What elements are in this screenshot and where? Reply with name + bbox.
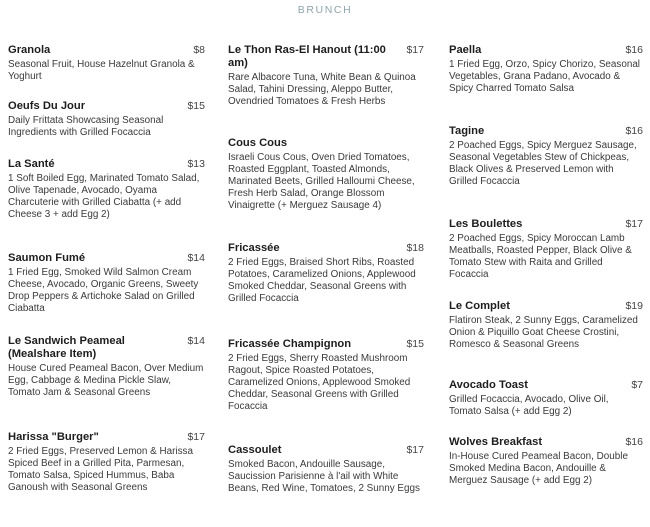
item-name: Le Complet bbox=[449, 300, 510, 312]
item-name: La Santé bbox=[8, 158, 55, 170]
item-price: $17 bbox=[187, 431, 205, 443]
item-price: $17 bbox=[406, 44, 424, 56]
section-title: BRUNCH bbox=[297, 4, 353, 16]
menu-item-cassoulet bbox=[228, 444, 424, 495]
item-description: 1 Fried Egg, Smoked Wild Salmon Cream Cheese, Avocado, Organic Greens, Sweety Drop Peppers & Artichoke Salad on Grilled Ciabatta bbox=[8, 267, 199, 314]
item-name: Paella bbox=[449, 44, 482, 56]
menu-item-wolves-breakfast bbox=[449, 436, 643, 487]
menu-item-paella bbox=[449, 44, 643, 125]
menu-item-avocado-toast bbox=[449, 379, 643, 436]
menu-item-les-boulettes bbox=[449, 218, 643, 300]
item-description: 2 Fried Eggs, Braised Short Ribs, Roasted Potatoes, Caramelized Onions, Applewood Smoked Cheddar, Seasonal Greens with Grilled Focaccia bbox=[228, 257, 416, 304]
menu-column-2 bbox=[228, 44, 424, 495]
menu-item-le-thon-ras-el-hanout bbox=[228, 44, 424, 137]
item-price: $15 bbox=[406, 338, 424, 350]
menu-item-harissa-burger bbox=[8, 431, 205, 494]
menu-item-la-sante bbox=[8, 158, 205, 252]
item-description: Flatiron Steak, 2 Sunny Eggs, Caramelized Onion & Piquillo Goat Cheese Crostini, Romesco & Seasonal Greens bbox=[449, 315, 638, 350]
item-name: Oeufs Du Jour bbox=[8, 100, 86, 112]
item-price: $16 bbox=[625, 436, 643, 448]
item-description: 2 Poached Eggs, Spicy Merguez Sausage, Seasonal Vegetables Stew of Chickpeas, Black Olives & Preserved Lemon with Grilled Focaccia bbox=[449, 140, 637, 187]
item-price: $17 bbox=[625, 218, 643, 230]
item-description: 1 Soft Boiled Egg, Marinated Tomato Salad, Olive Tapenade, Avocado, Oyama Charcuterie with Grilled Ciabatta (+ add Cheese 3 + add Egg 2) bbox=[8, 173, 200, 220]
item-price: $17 bbox=[406, 444, 424, 456]
menu-item-fricassee-champignon bbox=[228, 338, 424, 444]
menu-item-le-sandwich-peameal bbox=[8, 335, 205, 431]
item-name: Saumon Fumé bbox=[8, 252, 86, 264]
menu-column-1 bbox=[8, 44, 205, 494]
menu-item-fricassee bbox=[228, 242, 424, 338]
item-description: In-House Cured Peameal Bacon, Double Smoked Medina Bacon, Andouille & Merguez Sausage (+ add Egg 2) bbox=[449, 451, 628, 486]
item-name: Granola bbox=[8, 44, 51, 56]
item-price: $7 bbox=[631, 379, 643, 391]
item-description: 1 Fried Egg, Orzo, Spicy Chorizo, Seasonal Vegetables, Grana Padano, Avocado & Spicy Charred Tomato Salsa bbox=[449, 59, 641, 94]
item-price: $13 bbox=[187, 158, 205, 170]
item-description: Seasonal Fruit, House Hazelnut Granola & Yoghurt bbox=[8, 59, 195, 82]
item-name: Cous Cous bbox=[228, 137, 288, 149]
item-description: 2 Poached Eggs, Spicy Moroccan Lamb Meatballs, Roasted Pepper, Black Olive & Tomato Stew with Raita and Grilled Focaccia bbox=[449, 233, 632, 280]
item-description: Rare Albacore Tuna, White Bean & Quinoa Salad, Tahini Dressing, Aleppo Butter, Ovendried Tomatoes & Fresh Herbs bbox=[228, 72, 416, 107]
menu-item-cous-cous bbox=[228, 137, 424, 242]
item-price: $16 bbox=[625, 125, 643, 137]
item-description: 2 Fried Eggs, Preserved Lemon & Harissa Spiced Beef in a Grilled Pita, Parmesan, Tomato Salsa, Spiced Hummus, Baba Ganoush with Seasonal Greens bbox=[8, 446, 193, 493]
menu-item-le-complet bbox=[449, 300, 643, 379]
item-price: $14 bbox=[187, 252, 205, 264]
item-name: Le Thon Ras-El Hanout (11:00 am) bbox=[228, 44, 386, 69]
item-price: $14 bbox=[187, 335, 205, 347]
item-description: Israeli Cous Cous, Oven Dried Tomatoes, Roasted Eggplant, Toasted Almonds, Marinated Beets, Grilled Halloumi Cheese, Fresh Herb Salad, Orange Blossom Vinaigrette (+ Merguez Sausage 4) bbox=[228, 152, 415, 211]
item-name: Fricassée Champignon bbox=[228, 338, 352, 350]
item-price: $8 bbox=[193, 44, 205, 56]
menu-item-saumon-fume bbox=[8, 252, 205, 335]
item-description: Smoked Bacon, Andouille Sausage, Saucission Parisienne à l'ail with White Beans, Red Wine, Tomatoes, 2 Sunny Eggs bbox=[228, 459, 420, 494]
item-name: Fricassée bbox=[228, 242, 280, 254]
item-name: Harissa "Burger" bbox=[8, 431, 99, 443]
menu-item-granola bbox=[8, 44, 205, 100]
item-description: House Cured Peameal Bacon, Over Medium Egg, Cabbage & Medina Pickle Slaw, Tomato Jam & Seasonal Greens bbox=[8, 363, 204, 398]
item-description: 2 Fried Eggs, Sherry Roasted Mushroom Ragout, Spice Roasted Potatoes, Caramelized Onions, Applewood Smoked Cheddar, Seasonal Greens with Grilled Focaccia bbox=[228, 353, 411, 412]
menu-item-tagine bbox=[449, 125, 643, 218]
item-price: $16 bbox=[625, 44, 643, 56]
item-name: Wolves Breakfast bbox=[449, 436, 543, 448]
item-price: $15 bbox=[187, 100, 205, 112]
item-name: Cassoulet bbox=[228, 444, 282, 456]
item-name: Les Boulettes bbox=[449, 218, 523, 230]
item-name: Le Sandwich Peameal (Mealshare Item) bbox=[8, 335, 125, 360]
item-name: Tagine bbox=[449, 125, 485, 137]
menu-column-3 bbox=[449, 44, 643, 487]
item-price: $19 bbox=[625, 300, 643, 312]
item-price: $18 bbox=[406, 242, 424, 254]
item-name: Avocado Toast bbox=[449, 379, 528, 391]
menu-item-oeufs-du-jour bbox=[8, 100, 205, 158]
item-description: Grilled Focaccia, Avocado, Olive Oil, Tomato Salsa (+ add Egg 2) bbox=[449, 394, 609, 417]
item-description: Daily Frittata Showcasing Seasonal Ingredients with Grilled Focaccia bbox=[8, 115, 164, 138]
